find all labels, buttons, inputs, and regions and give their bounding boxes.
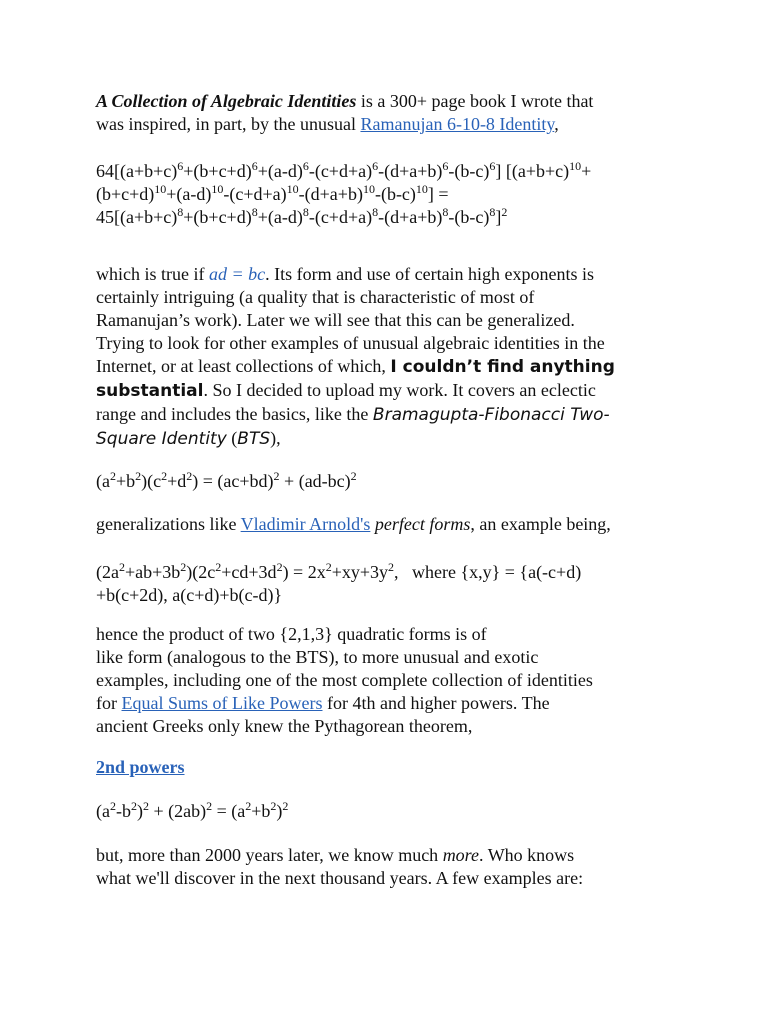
para2-text: which is true if [96,264,209,284]
bts-abbrev: BTS [237,429,271,449]
perfect-forms-italic: perfect forms [370,514,471,534]
para4-line-5: ancient Greeks only knew the Pythagorean theorem, [96,716,473,736]
section-heading-2nd-powers [96,756,656,779]
para2-text: Internet, or at least collections of which, [96,356,391,376]
intro-text-2: was inspired, in part, by the unusual [96,114,361,134]
identity-name-italic: Bramagupta-Fibonacci Two- [372,405,610,425]
para2-text: . So I decided to upload my work. It covers an eclectic [203,380,596,400]
intro-text-1: is a 300+ page book I wrote that [356,91,594,111]
para2-line-4: Trying to look for other examples of unusual algebraic identities in the [96,333,605,353]
para2-line-3: Ramanujan’s work). Later we will see that this can be generalized. [96,310,575,330]
arnold-formula-line-2: +b(c+2d), a(c+d)+b(c-d)} [96,585,283,605]
para4-line-3: examples, including one of the most complete collection of identities [96,670,593,690]
para2-text: ), [270,428,281,448]
para2-line-2: certainly intriguing (a quality that is characteristic of most of [96,287,535,307]
intro-paragraph [96,90,656,136]
para4-line-2: like form (analogous to the BTS), to more unusual and exotic [96,647,539,667]
para4-text: for [96,693,122,713]
para2-line-6 [96,379,656,403]
emphasis-bold: substantial [96,381,204,401]
para2-text: ( [226,428,238,448]
para3-text: , an example being, [470,514,611,534]
para2-line-5 [96,355,656,379]
identity-6-10-8 [96,160,656,229]
arnold-formula-line-1: $(2a^2+ab+3b^2)(2c^2+cd+3d^2) = 2x^2+xy+3y^2$, where {x,y} = {a(-c+d) [96,560,582,582]
para3-text: generalizations like [96,514,241,534]
pythagorean-formula-line: $(a^2-b^2)^2 + (2ab)^2 = (a^2+b^2)^2$ [96,799,289,821]
bts-formula [96,470,656,493]
intro-line-1 [96,90,656,113]
para4-line-1: hence the product of two {2,1,3} quadratic forms is of [96,624,487,644]
para5-line-1 [96,844,656,867]
para3-line [96,513,656,536]
identity-line-3: $45[(a+b+c)^8+(b+c+d)^8+(a-d)^8-(c+d+a)^8-(d+a+b)^8-(b-c)^8]^2$ [96,205,508,227]
bts-formula-line: $(a^2+b^2)(c^2+d^2) = (ac+bd)^2 + (ad-bc)^2$ [96,469,357,491]
para4-line-4 [96,692,656,715]
para5-text: but, more than 2000 years later, we know much [96,845,443,865]
arnold-formula [96,561,656,607]
condition-ad-bc: ad = bc [208,264,266,284]
identity-line-2: $(b+c+d)^{10}+(a-d)^{10}-(c+d+a)^{10}-(d+a+b)^{10}-(b-c)^{10}$] = [96,182,449,204]
intro-line-2 [96,113,656,136]
identity-line-1: $64[(a+b+c)^6+(b+c+d)^6+(a-d)^6-(c+d+a)^6-(d+a+b)^6-(b-c)^6]$ [$(a+b+c)^{10}+$ [96,159,592,181]
book-title: A Collection of Algebraic Identities [96,91,357,111]
para4-text: for 4th and higher powers. The [322,693,550,713]
para2-line-7 [96,403,656,427]
pythagorean-formula [96,800,656,823]
para5-text: . Who knows [479,845,575,865]
vladimir-arnold-link[interactable]: Vladimir Arnold's [240,514,371,534]
generalizations-paragraph [96,513,656,536]
para2-line-8 [96,427,656,451]
ramanujan-identity-link[interactable]: Ramanujan 6-10-8 Identity [360,114,555,134]
equal-sums-link[interactable]: Equal Sums of Like Powers [121,693,323,713]
emphasis-bold: I couldn’t find anything [390,357,615,377]
para2-line-1 [96,263,656,286]
identity-name-italic: Square Identity [96,429,227,449]
closing-paragraph [96,844,656,890]
intro-text-3: , [554,114,559,134]
para2-text: range and includes the basics, like the [96,404,373,424]
2nd-powers-link[interactable]: 2nd powers [96,757,185,777]
para5-line-2: what we'll discover in the next thousand years. A few examples are: [96,868,584,888]
more-italic: more [442,845,480,865]
para2-text: . Its form and use of certain high exponents is [265,264,595,284]
quadratic-forms-paragraph [96,623,656,738]
explanation-paragraph [96,263,656,451]
